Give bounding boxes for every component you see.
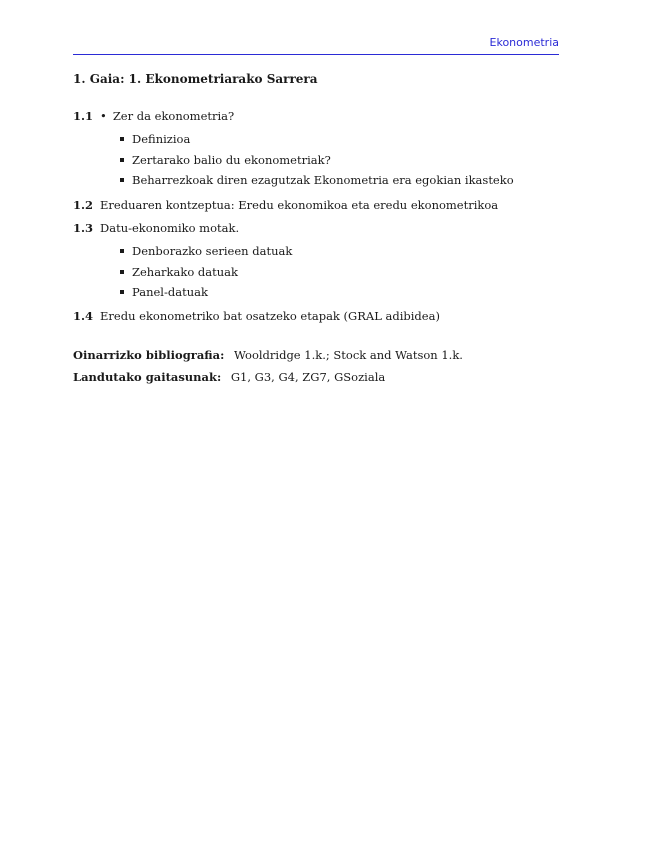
section-text: Eredu ekonometriko bat osatzeko etapak (GRAL adibidea)	[100, 309, 440, 324]
section-text: Ereduaren kontzeptua: Eredu ekonomikoa eta eredu ekonometrikoa	[100, 197, 499, 212]
square-bullet-icon	[120, 249, 124, 253]
section-1-4	[73, 309, 559, 323]
list-item	[118, 153, 559, 167]
skills	[73, 370, 559, 384]
header-title: Ekonometria	[489, 36, 559, 49]
chapter-title: 1. Gaia: 1. Ekonometriarako Sarrera	[73, 72, 318, 86]
bibliography-value: Wooldridge 1.k.; Stock and Watson 1.k.	[233, 347, 463, 362]
section-1-3	[73, 221, 559, 235]
list-item-text: Denborazko serieen datuak	[132, 244, 293, 259]
skills-value: G1, G3, G4, ZG7, GSoziala	[230, 370, 386, 385]
square-bullet-icon	[120, 270, 124, 274]
list-item	[118, 285, 559, 299]
list-item	[118, 265, 559, 279]
section-number: 1.2	[73, 197, 94, 212]
list-item-text: Definizioa	[132, 132, 191, 147]
section-number: 1.4	[73, 309, 94, 324]
section-text: Datu-ekonomiko motak.	[100, 220, 240, 235]
square-bullet-icon	[120, 290, 124, 294]
list-item-text: Panel-datuak	[132, 285, 208, 299]
list-item	[118, 173, 559, 187]
square-bullet-icon	[120, 137, 124, 141]
skills-label: Landutako gaitasunak:	[73, 370, 222, 385]
section-number: 1.1	[73, 109, 94, 123]
list-item	[118, 244, 559, 258]
section-1-1	[73, 109, 559, 123]
section-number: 1.3	[73, 220, 94, 235]
section-1-1-items	[73, 132, 559, 187]
list-item-text: Beharrezkoak diren ezagutzak Ekonometria era egokian ikasteko	[132, 173, 514, 188]
bibliography-label: Oinarrizko bibliografia:	[73, 347, 225, 362]
section-1-3-items	[73, 244, 559, 299]
list-item-text: Zeharkako datuak	[132, 264, 238, 279]
bibliography	[73, 348, 559, 362]
list-item-text: Zertarako balio du ekonometriak?	[132, 152, 331, 167]
section-1-2	[73, 198, 559, 212]
page-header	[73, 34, 559, 55]
square-bullet-icon	[120, 158, 124, 162]
section-text: Zer da ekonometria?	[112, 109, 235, 123]
list-item	[118, 132, 559, 146]
page-content	[73, 70, 559, 385]
square-bullet-icon	[120, 178, 124, 182]
bullet-icon: •	[100, 109, 107, 123]
